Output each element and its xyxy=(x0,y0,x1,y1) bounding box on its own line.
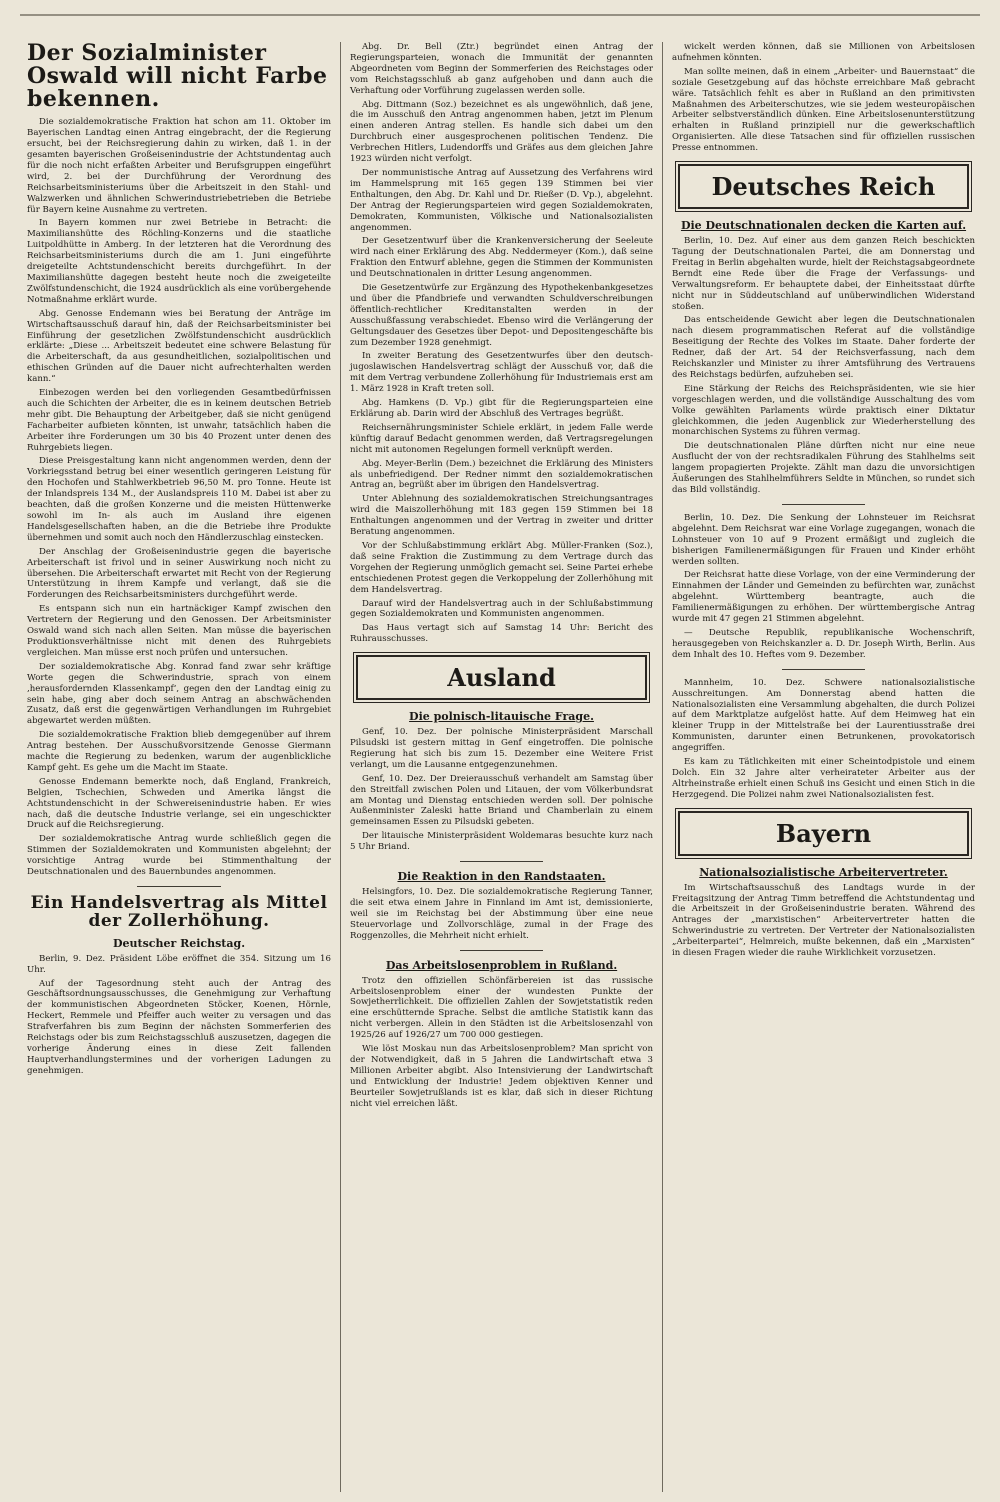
paragraph: Der Gesetzentwurf über die Krankenversicherung der Seeleute wird nach einer Erklärung des Abg. Neddermeyer (Kom.), daß seine Fraktion den Entwurf ablehne, gegen die Stimmen der Kommunisten und Deutschnationalen in dritter Lesung angenommen. xyxy=(350,236,653,280)
paragraph: Der nommunistische Antrag auf Aussetzung des Verfahrens wird im Hammelsprung mit 165 gegen 139 Stimmen bei vier Enthaltungen, den Abg. Dr. Kahl und Dr. Rießer (D. Vp.), abgelehnt. Der Antrag der Regierungsparteien wird gegen Sozialdemokraten, Demokraten, Kommunisten, Völkische und Nationalsozialisten angenommen. xyxy=(350,167,653,233)
paragraph: Man sollte meinen, daß in einem „Arbeiter- und Bauernstaat“ die soziale Gesetzgebung auf das höchste erreichbare Maß gebracht wäre. Tatsächlich fehlt es aber in Rußland an den primitivsten Maßnahmen des Arbeiterschutzes, wie sie jedem westeuropäischen Arbeiter selbstverständlich dünken. Eine Arbeitslosenunterstützung erhalten in Rußland prinzipiell nur die gewerkschaftlich Organisierten. Alle diese Tatsachen sind für offiziellen russischen Presse entnommen. xyxy=(672,66,975,154)
paragraph: Abg. Hamkens (D. Vp.) gibt für die Regierungsparteien eine Erklärung ab. Darin wird der Abschluß des Vertrages begrüßt. xyxy=(350,398,653,419)
top-rule xyxy=(20,14,980,16)
paragraph: Genf, 10. Dez. Der Dreierausschuß verhandelt am Samstag über den Streitfall zwischen Polen und Litauen, der vom Völkerbundsrat am Montag und Dienstag entschieden werden soll. Der polnische Außenminister Zaleski hatte Briand und Chamberlain zu einem gemeinsamen Essen zu Pilsudski gebeten. xyxy=(350,773,653,828)
paragraph: Trotz den offiziellen Schönfärbereien ist das russische Arbeitslosenproblem einer der wundesten Punkte der Sowjetherrlichkeit. Die offiziellen Zahlen der Sowjetstatistik reden eine erschütternde Sprache. Selbst die amtliche Statistik kann das nicht verbergen. Allein in den Städten ist die Arbeitslosenzahl von 1925/26 auf 1926/27 um 700 000 gestiegen. xyxy=(350,975,653,1041)
paragraph: Der sozialdemokratische Antrag wurde schließlich gegen die Stimmen der Sozialdemokraten und Kommunisten abgelehnt; der vorsichtige Antrag wurde bei Stimmenthaltung der Deutschnationalen und des Bauernbundes angenommen. xyxy=(27,834,331,878)
paragraph: Reichsernährungsminister Schiele erklärt, in jedem Falle werde künftig darauf Bedacht genommen werden, daß Vertragsregelungen nicht mit autonomen Regelungen formell verknüpft werden. xyxy=(350,422,653,455)
paragraph: Mannheim, 10. Dez. Schwere nationalsozialistische Ausschreitungen. Am Donnerstag abend hatten die Nationalsozialisten eine Versammlung abgehalten, die durch Polizei auf dem Marktplatze aufgelöst hatte. Auf dem Heimweg hat ein kleiner Trupp in der Mittelstraße bei der Laurentiusstraße drei Kommunisten, darunter einen Betrunkenen, provokatorisch angegriffen. xyxy=(672,677,975,754)
paragraph: Einbezogen werden bei den vorliegenden Gesamtbedürfnissen auch die Schichten der Arbeiter, die es in keinem deutschen Betrieb mehr gibt. Die Behauptung der Arbeitgeber, daß sie nicht genügend Facharbeiter aufbieten könnten, ist unwahr, tatsächlich haben die Arbeiter ihre Forderungen um 30 bis 40 Prozent unter denen des Ruhrgebiets liegen. xyxy=(27,388,331,453)
paragraph: Im Wirtschaftsausschuß des Landtags wurde in der Freitagsitzung der Antrag Timm betreffend die Achtstundentag und die Arbeitszeit in der Großeisenindustrie beraten. Während des Antrages der „marxistischen“ Arbeitervertreter hatten die Schwerindustrie zu vertreten. Der Vertreter der Nationalsozialisten „Arbeiterpartei“, Helmreich, mußte bekennen, daß ein „Marxisten“ in diesen Fragen wieder die rauhe Wirklichkeit vorzusetzen. xyxy=(672,882,975,959)
paragraph: Das entscheidende Gewicht aber legen die Deutschnationalen nach diesem programmatischen Referat auf die vollständige Beseitigung der Rechte des Volkes im Staate. Daher forderte der Redner, daß der Art. 54 der Reichsverfassung, nach dem Reichskanzler und Minister zu ihrer Amtsführung des Vertrauens des Reichstags bedürfen, aufzuheben sei. xyxy=(672,315,975,380)
separator xyxy=(460,861,543,862)
paragraph: Genf, 10. Dez. Der polnische Ministerpräsident Marschall Pilsudski ist gestern mittag in Genf eingetroffen. Die polnische Regierung hat sich bis zum 15. Dezember eine Weitere Frist verlangt, um die Lausanne entgegenzunehmen. xyxy=(350,727,653,770)
subheadline-randstaaten: Die Reaktion in den Randstaaten. xyxy=(397,870,606,884)
paragraph: Vor der Schlußabstimmung erklärt Abg. Müller-Franken (Soz.), daß seine Fraktion die Zustimmung zu dem Vertrage durch das Vorgehen der Regierung unmöglich gemacht sei. Seine Partei erhebe entschiedenen Protest gegen die Verkoppelung der Zollerhöhung mit dem Handelsvertrag. xyxy=(350,540,653,595)
paragraph: Der Reichsrat hatte diese Vorlage, von der eine Verminderung der Einnahmen der Länder und Gemeinden zu befürchten war, zunächst abgelehnt. Württemberg beantragte, auch die Familienermäßigungen zu erhöhen. Der württembergische Antrag wurde mit 47 gegen 21 Stimmen abgelehnt. xyxy=(672,570,975,625)
column-2 xyxy=(340,42,662,1492)
paragraph: Das Haus vertagt sich auf Samstag 14 Uhr: Bericht des Ruhrausschusses. xyxy=(350,623,653,645)
separator xyxy=(782,504,865,505)
separator xyxy=(460,950,543,951)
paragraph: Unter Ablehnung des sozialdemokratischen Streichungsantrages wird die Maiszollerhöhung mit 183 gegen 159 Stimmen bei 18 Enthaltungen angenommen und der Vertrag in zweiter und dritter Beratung angenommen. xyxy=(350,494,653,538)
paragraph: Abg. Dr. Bell (Ztr.) begründet einen Antrag der Regierungsparteien, wonach die Immunität der genannten Abgeordneten vom Beginn der Sommerferien des Reichstages oder vom Reichstagsschluß ab ganz aufgehoben und dann auch die Verhaftung oder Vorführung zugelassen werden solle. xyxy=(350,42,653,96)
column-3 xyxy=(662,42,984,1492)
paragraph: In zweiter Beratung des Gesetzentwurfes über den deutsch-jugoslawischen Handelsvertrag schlägt der Ausschuß vor, daß die mit dem Vertrag verbundene Zollerhöhung für Industriemais erst am 1. März 1928 in Kraft treten soll. xyxy=(350,351,653,395)
paragraph: Der Anschlag der Großeisenindustrie gegen die bayerische Arbeiterschaft ist frivol und in seiner Auswirkung noch nicht zu übersehen. Die Arbeiterschaft erwartet mit Recht von der Regierung Unterstützung in ihrem Kampfe und verlangt, daß sie die Forderungen des Reichsarbeitsministers durchgeführt werde. xyxy=(27,546,331,601)
subheadline-arbeitervertreter: Nationalsozialistische Arbeitervertreter. xyxy=(699,865,948,879)
section-box-ausland: Ausland xyxy=(356,655,647,700)
paragraph: Berlin, 10. Dez. Auf einer aus dem ganzen Reich beschickten Tagung der Deutschnationalen Partei, die am Donnerstag und Freitag in Berlin abgehalten wurde, hielt der Reichstagsabgeordnete Berndt eine Rede über die Frage der Verfassungs- und Verwaltungsreform. Er behauptete dabei, der Einheitsstaat dürfte nicht nur in Süddeutschland auf unüberwindlichen Widerstand stoßen. xyxy=(672,236,975,312)
paragraph: Es kam zu Tätlichkeiten mit einer Scheintodpistole und einem Dolch. Ein 32 Jahre alter verheirateter Arbeiter aus der Altrheinstraße erhielt einen Schuß ins Gesicht und einen Stich in die Herzgegend. Die Polizei nahm zwei Nationalsozialisten fest. xyxy=(672,757,975,800)
paragraph: Berlin, 9. Dez. Präsident Löbe eröffnet die 354. Sitzung um 16 Uhr. xyxy=(27,953,331,975)
paragraph: Diese Preisgestaltung kann nicht angenommen werden, denn der Vorkriegsstand betrug bei einer wesentlich geringeren Leistung für den Hochofen und Stahlwerkbetrieb 96,50 M. pro Tonne. Heute ist der Inlandspreis 134 M., der Auslandspreis 110 M. Dabei ist aber zu beachten, daß die großen Konzerne und die meisten Hüttenwerke sowohl im In- als auch im Ausland ihre eigenen Handelsgesellschaften haben, an die die Betriebe ihre Produkte übernehmen und somit auch noch den Händlerzuschlag einstecken. xyxy=(27,456,331,543)
paragraph: Genosse Endemann bemerkte noch, daß England, Frankreich, Belgien, Tschechien, Schweden und Amerika längst die Achtstundenschicht in der Schwereisenindustrie haben. Er wies nach, daß die deutsche Industrie verlange, sei ein ungeschickter Druck auf die Reichsregierung. xyxy=(27,776,331,831)
paragraph: Wie löst Moskau nun das Arbeitslosenproblem? Man spricht von der Notwendigkeit, daß in 5 Jahren die Landwirtschaft etwa 3 Millionen Arbeiter abgibt. Also Intensivierung der Landwirtschaft und Entwicklung der Industrie! Jedem objektiven Kenner und Beurteiler Sowjetrußlands ist es klar, daß sich in dieser Richtung nicht viel erreichen läßt. xyxy=(350,1044,653,1109)
paragraph: Darauf wird der Handelsvertrag auch in der Schlußabstimmung gegen Sozialdemokraten und Kommunisten angenommen. xyxy=(350,598,653,620)
paragraph: Auf der Tagesordnung steht auch der Antrag des Geschäftsordnungsausschusses, die Genehmigung zur Verhaftung der kommunistischen Abgeordneten Stöcker, Koenen, Hörnle, Heckert, Remmele und Pfeiffer auch weiter zu versagen und das Strafverfahren bis zum Beginn der nächsten Sommerferien des Reichstags oder bis zum Reichstagsschluß auszusetzen, dagegen die vorherige Änderung eines in diese Zeit fallenden Hauptverhandlungstermines und der vorherigen Ladungen zu genehmigen. xyxy=(27,978,331,1076)
paragraph: Eine Stärkung der Reichs des Reichspräsidenten, wie sie hier vorgeschlagen werden, und die vollständige Ausschaltung des vom Volke gewählten Parlaments würde praktisch einer Diktatur gleichkommen, die jeden Augenblick zur Wiederherstellung des monarchischen Systems zu führen vermag. xyxy=(672,383,975,438)
paragraph: Es entspann sich nun ein hartnäckiger Kampf zwischen den Vertretern der Regierung und den Genossen. Der Arbeitsminister Oswald wand sich nach allen Seiten. Man müsse die bayerischen Produktionsverhältnisse nicht mit denen des Ruhrgebiets vergleichen. Man müsse erst noch prüfen und untersuchen. xyxy=(27,604,331,658)
separator xyxy=(782,669,865,670)
headline-handelsvertrag: Ein Handelsvertrag als Mittel der Zollerhöhung. xyxy=(30,893,328,931)
section-box-deutsches-reich: Deutsches Reich xyxy=(678,164,969,209)
section-box-bayern: Bayern xyxy=(678,811,969,856)
headline-oswald: Der Sozialminister Oswald will nicht Farbe bekennen. xyxy=(27,42,328,113)
paragraph: wickelt werden können, daß sie Millionen von Arbeitslosen aufnehmen könnten. xyxy=(672,42,975,63)
paragraph: Die Gesetzentwürfe zur Ergänzung des Hypothekenbankgesetzes und über die Pfandbriefe und verwandten Schuldverschreibungen öffentlich-rechtlicher Kreditanstalten werden in der Ausschußfassung verabschiedet. Ebenso wird die Verlängerung der Geltungsdauer des Gesetzes über Depot- und Depositengeschäfte bis zum Dezember 1928 genehmigt. xyxy=(350,283,653,348)
columns xyxy=(18,42,986,1492)
paragraph: In Bayern kommen nur zwei Betriebe in Betracht: die Maximilianshütte des Röchling-Konzerns und die staatliche Luitpoldhütte in Amberg. In der letzteren hat die Verordnung des Reichsarbeitsministeriums durch die am 1. Juni eingeführte dreigeteilte Achtstundenschicht bereits durchgeführt. In der Maximilianshütte dagegen besteht heute noch die zweigeteilte Zwölfstundenschicht, die 1924 ausdrücklich als eine vorübergehende Notmaßnahme erklärt wurde. xyxy=(27,218,331,305)
paragraph: Abg. Genosse Endemann wies bei Beratung der Anträge im Wirtschaftsausschuß darauf hin, daß der Reichsarbeitsminister bei Einführung der gesetzlichen Zwölfstundenschicht ausdrücklich erklärte: „Diese ... Arbeitszeit bedeutet eine schwere Belastung für die Arbeiterschaft, da aus gesundheitlichen, sozialpolitischen und ethischen Gründen auf die Dauer nicht aufrechterhalten werden kann.“ xyxy=(27,308,331,385)
paragraph: Der litauische Ministerpräsident Woldemaras besuchte kurz nach 5 Uhr Briand. xyxy=(350,831,653,853)
paragraph: Die deutschnationalen Pläne dürften nicht nur eine neue Ausflucht der von der rechtsradikalen Führung des Stahlhelms seit langem propagierten Projekte. Zählt man dazu die unvorsichtigen Äußerungen des Stahlhelmführers Seldte in München, so rundet sich das Bild vollständig. xyxy=(672,441,975,495)
subheadline-polish-lithuanian: Die polnisch-litauische Frage. xyxy=(409,710,594,724)
paragraph: Helsingfors, 10. Dez. Die sozialdemokratische Regierung Tanner, die seit etwa einem Jahre in Finnland im Amt ist, demissionierte, weil sie im Reichstag bei der Abstimmung über eine neue Steuervorlage und Zollvorschläge, zumal in der Frage des Roggenzolles, die Mehrheit nicht erhielt. xyxy=(350,887,653,941)
separator xyxy=(137,886,221,887)
paragraph: Die sozialdemokratische Fraktion hat schon am 11. Oktober im Bayerischen Landtag einen Antrag eingebracht, der die Regierung ersucht, bei der Reichsregierung dahin zu wirken, daß 1. in der gesamten bayerischen Großeisenindustrie der Achtstundentag auch für die noch nicht erfaßten Arbeiter und Berufsgruppen eingeführt wird, 2. bei der Durchführung der Verordnung des Reichsarbeitsministeriums über die Arbeitszeit in den Stahl- und Walzwerken und ähnlichen Schwerindustriebetrieben die Betriebe für Bayern keine Ausnahme zu vertreten. xyxy=(27,117,331,215)
article-reichstag-continued xyxy=(350,42,653,645)
article-oswald xyxy=(27,117,331,878)
paragraph: Der sozialdemokratische Abg. Konrad fand zwar sehr kräftige Worte gegen die Schwerindustrie, sprach von einem ‚herausfordernden Klassenkampf‘, gegen den der Landtag einig zu sein habe, ging aber doch seinem Antrag an abschwächenden Zusatz, daß erst die gegenwärtigen Verhandlungen im Ruhrgebiet abgewartet werden müßten. xyxy=(27,661,331,727)
subheadline-reichstag: Deutscher Reichstag. xyxy=(112,936,246,950)
paragraph: Die sozialdemokratische Fraktion blieb demgegenüber auf ihrem Antrag bestehen. Der Ausschußvorsitzende Genosse Giermann machte die Regierung zu bedenken, warum der augenblickliche Kampf geht. Es gehe um die Macht im Staate. xyxy=(27,730,331,773)
paragraph: Abg. Meyer-Berlin (Dem.) bezeichnet die Erklärung des Ministers als unbefriedigend. Der Redner nimmt den sozialdemokratischen Antrag an, begrüßt aber im übrigen den Handelsvertrag. xyxy=(350,458,653,491)
column-1 xyxy=(18,42,340,1492)
subheadline-deutschnationale: Die Deutschnationalen decken die Karten auf. xyxy=(680,219,967,233)
paragraph: Berlin, 10. Dez. Die Senkung der Lohnsteuer im Reichsrat abgelehnt. Dem Reichsrat war eine Vorlage zugegangen, wonach die Lohnsteuer von 10 auf 9 Prozent ermäßigt und zugleich die bisherigen Familienermäßigungen für Frauen und Kinder erhöht werden sollten. xyxy=(672,512,975,567)
paragraph: Abg. Dittmann (Soz.) bezeichnet es als ungewöhnlich, daß jene, die im Ausschuß den Antrag angenommen haben, jetzt im Plenum einen anderen Antrag stellen. Es handle sich dabei um den Durchbruch einer ausgesprochenen politischen Tendenz. Die Verbrechen Hitlers, Ludendorffs und Gräfes aus dem gleichen Jahre 1923 würden nicht verfolgt. xyxy=(350,99,653,165)
paragraph: — Deutsche Republik, republikanische Wochenschrift, herausgegeben von Reichskanzler a. D. Dr. Joseph Wirth, Berlin. Aus dem Inhalt des 10. Heftes vom 9. Dezember. xyxy=(672,627,975,660)
subheadline-arbeitslosen: Das Arbeitslosenproblem in Rußland. xyxy=(385,958,618,972)
